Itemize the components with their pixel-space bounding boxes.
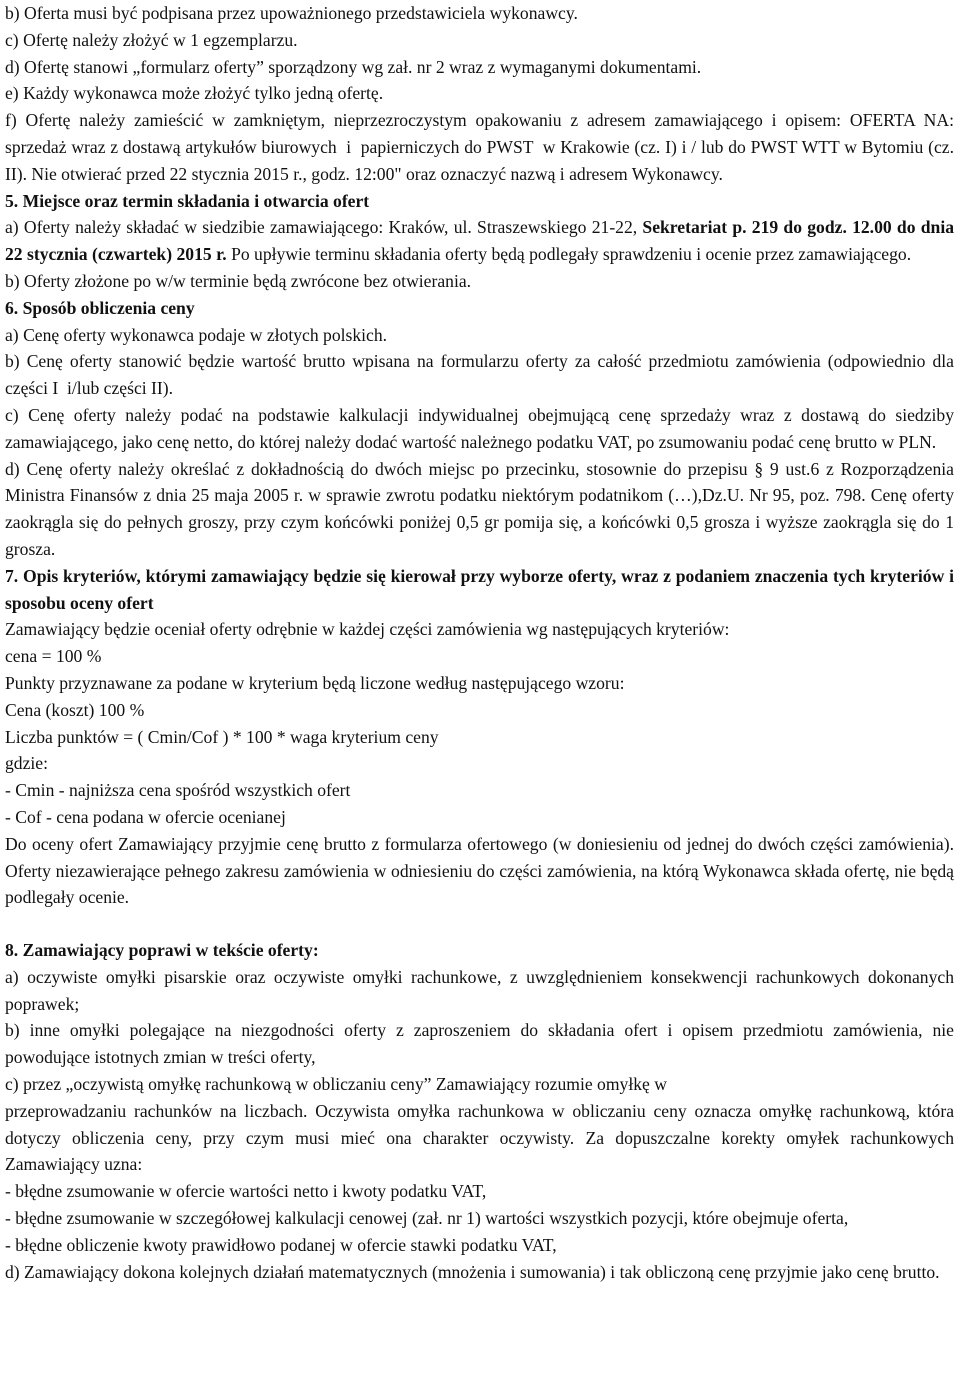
item-d-form: d) Ofertę stanowi „formularz oferty” sporządzony wg zał. nr 2 wraz z wymaganymi dokumentami.	[5, 56, 702, 77]
section-5-item-a	[5, 214, 954, 268]
section-7-evaluation: Do oceny ofert Zamawiający przyjmie cenę brutto z formularza ofertowego (w doniesieniu od jednej do dwóch części zamówienia). Oferty niezawierające pełnego zakresu zamówienia w odniesieniu do części zamówienia, na którą Wykonawca składa ofertę, nie będą podlegały ocenie.	[5, 833, 954, 908]
item-b-signature: b) Oferta musi być podpisana przez upoważnionego przedstawiciela wykonawcy.	[5, 3, 578, 23]
item-e-single-offer: e) Każdy wykonawca może złożyć tylko jedną ofertę.	[5, 83, 384, 104]
section-7-formula: Liczba punktów = ( Cmin/Cof ) * 100 * waga kryterium ceny	[5, 726, 439, 747]
item-c-copies: c) Ofertę należy złożyć w 1 egzemplarzu.	[5, 29, 298, 50]
section-7-line-3: Punkty przyznawane za podane w kryterium będą liczone według następującego wzoru:	[5, 672, 625, 693]
section-8-correction-1: - błędne zsumowanie w ofercie wartości netto i kwoty podatku VAT,	[5, 1181, 487, 1202]
section-5-heading: 5. Miejsce oraz termin składania i otwarcia ofert	[5, 190, 370, 211]
section-8-correction-3: - błędne obliczenie kwoty prawidłowo podanej w ofercie stawki podatku VAT,	[5, 1234, 557, 1255]
section-7-cmin: - Cmin - najniższa cena spośród wszystkich ofert	[5, 780, 351, 801]
section-7-heading: 7. Opis kryteriów, którymi zamawiający będzie się kierował przy wyborze oferty, wraz z podaniem znaczenia tych kryteriów i sposobu oceny ofert	[5, 565, 954, 613]
section-8-correction-2: - błędne zsumowanie w szczegółowej kalkulacji cenowej (zał. nr 1) wartości wszystkich pozycji, które obejmuje oferta,	[5, 1208, 849, 1229]
spacer	[5, 911, 954, 937]
section-7-line-1: Zamawiający będzie oceniał oferty odrębnie w każdej części zamówienia wg następujących kryteriów:	[5, 619, 730, 640]
section-6-item-d: d) Cenę oferty należy określać z dokładnością do dwóch miejsc po przecinku, stosownie do przepisu § 9 ust.6 z Rozporządzenia Ministra Finansów z dnia 25 maja 2005 r. w sprawie zwrotu podatku niektórym podatnikom (…),Dz.U. Nr 95, poz. 798. Cenę oferty zaokrągla się do pełnych groszy, przy czym końcówki poniżej 0,5 gr pomija się, a końcówki 0,5 grosza i wyższe zaokrągla się do 1 grosza.	[5, 458, 954, 559]
section-5-item-a-text: a) Oferty należy składać w siedzibie zamawiającego: Kraków, ul. Straszewskiego 21-22,	[5, 217, 643, 238]
section-6-item-c: c) Cenę oferty należy podać na podstawie kalkulacji indywidualnej obejmującą cenę sprzedaży wraz z dostawą do siedziby zamawiającego, jako cenę netto, do której należy dodać wartość należnego podatku VAT, po zsumowaniu podać cenę brutto w PLN.	[5, 404, 954, 452]
section-5-deadline: Sekretariat p. 219 do godz. 12.00 do dnia 22 stycznia (czwartek) 2015 r.	[5, 217, 954, 265]
section-8-item-b: b) inne omyłki polegające na niezgodności oferty z zaproszeniem do składania ofert i opisem przedmiotu zamówienia, nie powodujące istotnych zmian w treści oferty,	[5, 1020, 954, 1068]
section-7-where: gdzie:	[5, 753, 48, 774]
section-8-item-c-body: przeprowadzaniu rachunków na liczbach. Oczywista omyłka rachunkowa w obliczaniu ceny oznacza omyłkę rachunkową, która dotyczy obliczenia ceny, przy czym musi mieć ona charakter oczywisty. Za dopuszczalne korekty omyłek rachunkowych Zamawiający uzna:	[5, 1100, 954, 1175]
section-8-item-a: a) oczywiste omyłki pisarskie oraz oczywiste omyłki rachunkowe, z uwzględnieniem konsekwencji rachunkowych dokonanych poprawek;	[5, 966, 954, 1014]
section-8-heading: 8. Zamawiający poprawi w tekście oferty:	[5, 940, 319, 961]
section-6-item-a: a) Cenę oferty wykonawca podaje w złotych polskich.	[5, 324, 388, 345]
section-7-cof: - Cof - cena podana w ofercie ocenianej	[5, 806, 286, 827]
section-6-item-b: b) Cenę oferty stanowić będzie wartość brutto wpisana na formularzu oferty za całość przedmiotu zamówienia (odpowiednio dla części I i/lub części II).	[5, 351, 959, 399]
section-6-heading: 6. Sposób obliczenia ceny	[5, 297, 195, 318]
section-7-line-2: cena = 100 %	[5, 646, 102, 667]
section-5-item-a-tail: Po upływie terminu składania oferty będą podlegały sprawdzeniu i ocenie przez zamawiającego.	[226, 244, 912, 265]
item-f-packaging: f) Ofertę należy zamieścić w zamkniętym, nieprzezroczystym opakowaniu z adresem zamawiającego i opisem: OFERTA NA: sprzedaż wraz z dostawą artykułów biurowych i papierniczych do PWST w Krakowie (cz. I) i / lub do PWST WTT w Bytomiu (cz. II). Nie otwierać przed 22 stycznia 2015 r., godz. 12:00" oraz oznaczyć nazwą i adresem Wykonawcy.	[5, 110, 959, 184]
section-5-item-b: b) Oferty złożone po w/w terminie będą zwrócone bez otwierania.	[5, 270, 472, 291]
section-8-item-c-line-1: c) przez „oczywistą omyłkę rachunkową w obliczaniu ceny” Zamawiający rozumie omyłkę w	[5, 1074, 667, 1095]
section-8-item-d: d) Zamawiający dokona kolejnych działań matematycznych (mnożenia i sumowania) i tak obliczoną cenę przyjmie jako cenę brutto.	[5, 1261, 940, 1282]
section-7-line-4: Cena (koszt) 100 %	[5, 699, 145, 720]
